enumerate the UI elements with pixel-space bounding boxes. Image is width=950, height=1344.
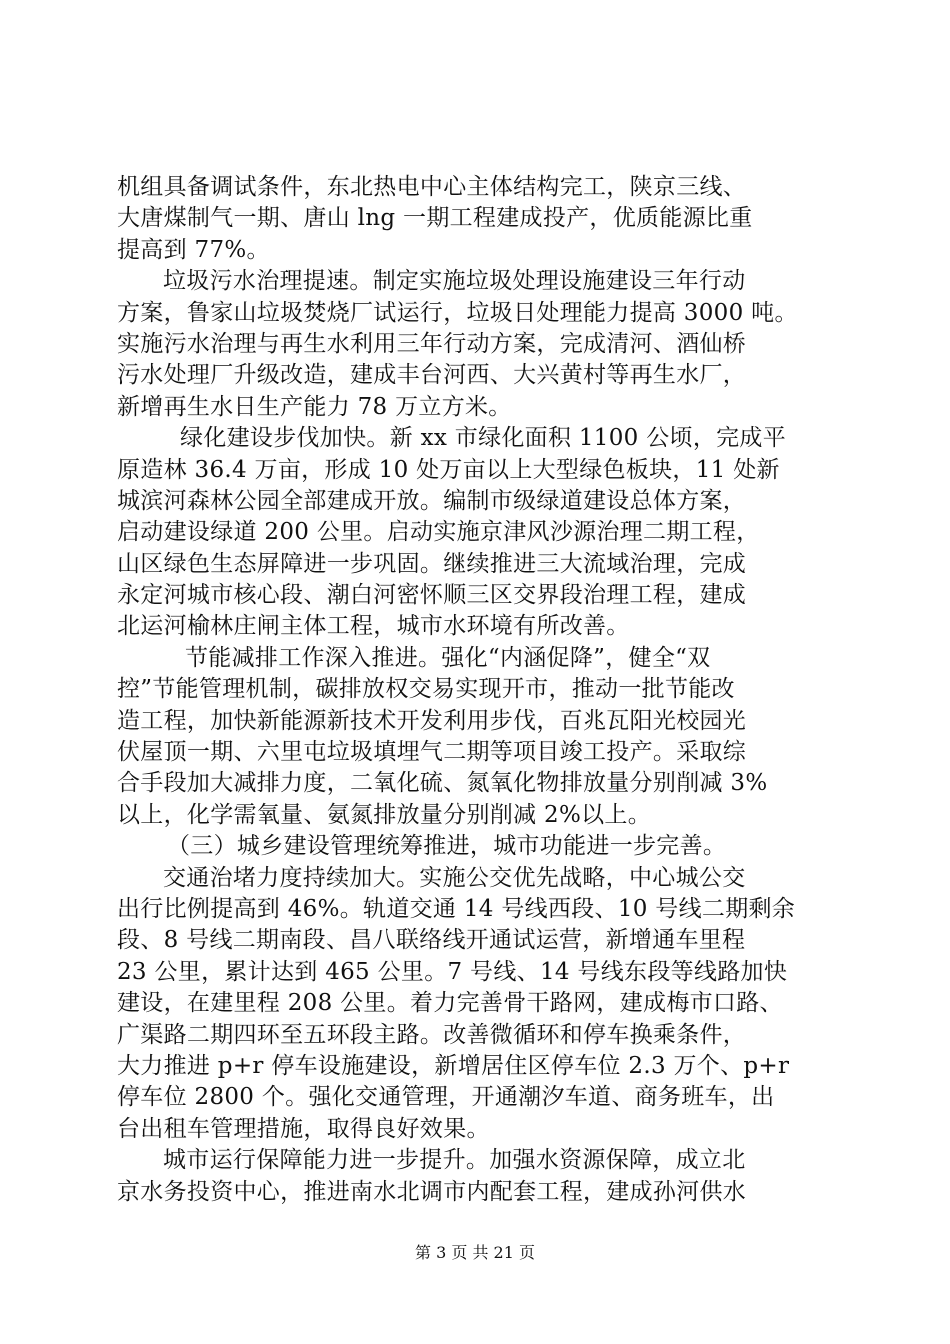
text-line: 23 公里，累计达到 465 公里。7 号线、14 号线东段等线路加快 [117, 958, 788, 985]
text-line: 大力推进 p+r 停车设施建设，新增居住区停车位 2.3 万个、p+r [117, 1052, 790, 1079]
text-line: 控”节能管理机制，碳排放权交易实现开市，推动一批节能改 [117, 676, 735, 703]
text-line: 台出租车管理措施，取得良好效果。 [117, 1115, 490, 1142]
text-line: 伏屋顶一期、六里屯垃圾填埋气二期等项目竣工投产。采取综 [117, 739, 747, 766]
document-body [117, 172, 835, 1208]
text-line: 新增再生水日生产能力 78 万立方米。 [117, 393, 512, 420]
text-line: 北运河榆林庄闸主体工程，城市水环境有所改善。 [117, 613, 630, 640]
text-line: 绿化建设步伐加快。新 xx 市绿化面积 1100 公顷，完成平 [180, 425, 787, 452]
text-line: 节能减排工作深入推进。强化“内涵促降”，健全“双 [185, 644, 711, 671]
text-line: 建设，在建里程 208 公里。着力完善骨干路网，建成梅市口路、 [117, 990, 783, 1017]
text-line: 原造林 36.4 万亩，形成 10 处万亩以上大型绿色板块，11 处新 [117, 456, 780, 483]
text-line: 广渠路二期四环至五环段主路。改善微循环和停车换乘条件， [117, 1021, 747, 1048]
text-line: 造工程，加快新能源新技术开发利用步伐，百兆瓦阳光校园光 [117, 707, 747, 734]
text-line: 大唐煤制气一期、唐山 lng 一期工程建成投产，优质能源比重 [117, 205, 753, 232]
text-line: 京水务投资中心，推进南水北调市内配套工程，建成孙河供水 [117, 1178, 747, 1205]
text-line: 交通治堵力度持续加大。实施公交优先战略，中心城公交 [163, 864, 746, 891]
text-line: 永定河城市核心段、潮白河密怀顺三区交界段治理工程，建成 [117, 582, 747, 609]
text-line: 以上，化学需氧量、氨氮排放量分别削减 2%以上。 [117, 801, 651, 828]
text-line: 停车位 2800 个。强化交通管理，开通潮汐车道、商务班车，出 [117, 1084, 775, 1111]
page-number-footer: 第 3 页 共 21 页 [415, 1243, 535, 1262]
text-line: 实施污水治理与再生水利用三年行动方案，完成清河、酒仙桥 [117, 330, 747, 357]
text-line: 提高到 77%。 [117, 236, 270, 263]
text-line: 污水处理厂升级改造，建成丰台河西、大兴黄村等再生水厂， [117, 362, 747, 389]
text-line: 合手段加大减排力度，二氧化硫、氮氧化物排放量分别削减 3% [117, 770, 768, 797]
text-line: 段、8 号线二期南段、昌八联络线开通试运营，新增通车里程 [117, 927, 746, 954]
text-line: 出行比例提高到 46%。轨道交通 14 号线西段、10 号线二期剩余 [117, 895, 796, 922]
text-line: 启动建设绿道 200 公里。启动实施京津风沙源治理二期工程， [117, 519, 760, 546]
text-line: 城市运行保障能力进一步提升。加强水资源保障，成立北 [163, 1147, 746, 1174]
text-line: 机组具备调试条件，东北热电中心主体结构完工，陕京三线、 [117, 174, 747, 200]
text-line: 山区绿色生态屏障进一步巩固。继续推进三大流域治理，完成 [117, 550, 747, 577]
text-line: 方案，鲁家山垃圾焚烧厂试运行，垃圾日处理能力提高 3000 吨。 [117, 299, 798, 326]
section-heading: （三）城乡建设管理统筹推进，城市功能进一步完善。 [167, 833, 727, 860]
text-line: 垃圾污水治理提速。制定实施垃圾处理设施建设三年行动 [163, 268, 746, 295]
text-line: 城滨河森林公园全部建成开放。编制市级绿道建设总体方案， [117, 487, 747, 514]
